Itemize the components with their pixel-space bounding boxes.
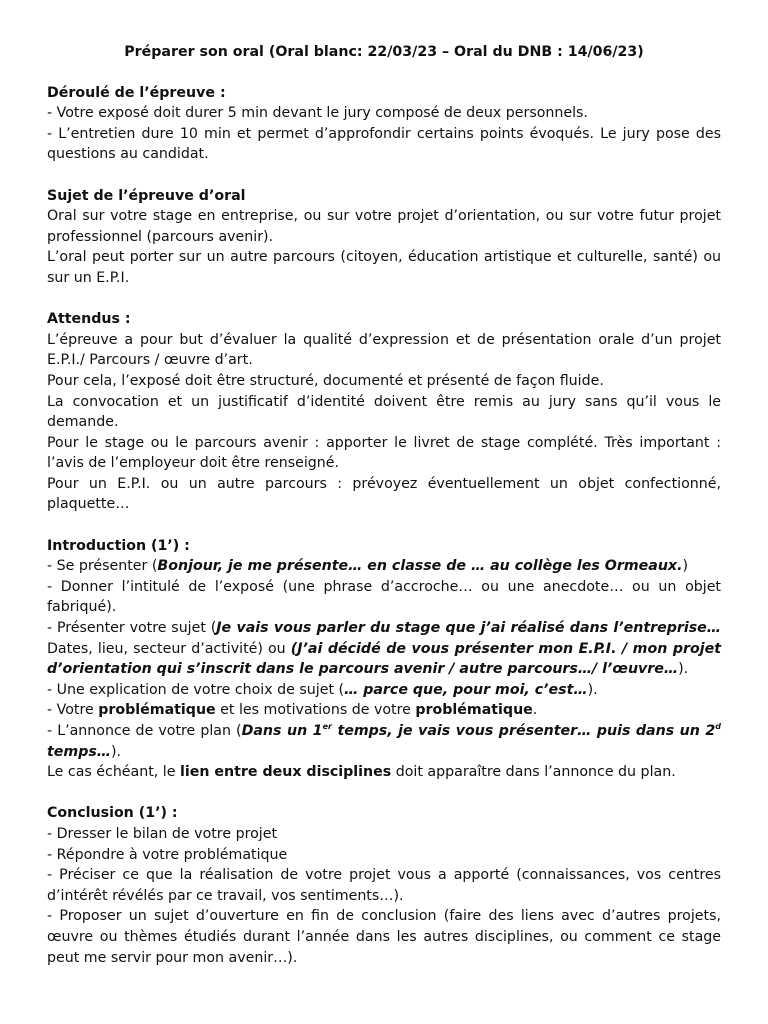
heading-attendus: Attendus :	[47, 311, 131, 328]
deroule-line: - Votre exposé doit durer 5 min devant le jury composé de deux personnels.	[47, 105, 588, 122]
intro-line-intitule: - Donner l’intitulé de l’exposé (une phrase d’accroche… ou une anecdote… ou un objet fabriqué).	[47, 578, 721, 616]
heading-sujet: Sujet de l’épreuve d’oral	[47, 187, 246, 204]
example-phrase: … parce que, pour moi, c’est…	[344, 681, 588, 698]
sujet-line: Oral sur votre stage en entreprise, ou sur votre projet d’orientation, ou sur votre futur projet professionnel (parcours avenir).	[47, 208, 721, 245]
heading-conclusion: Conclusion (1’) :	[47, 805, 178, 822]
heading-deroule: Déroulé de l’épreuve :	[47, 84, 226, 101]
attendus-line: Pour cela, l’exposé doit être structuré, documenté et présenté de façon fluide.	[47, 372, 604, 389]
example-phrase: Je vais vous parler du stage que j’ai réalisé dans l’entreprise…	[216, 620, 721, 637]
conclusion-line: - Répondre à votre problématique	[47, 846, 288, 863]
keyword: problématique	[98, 702, 216, 719]
example-phrase: Bonjour, je me présente… en classe de … au collège les Ormeaux.	[157, 558, 683, 575]
conclusion-line: - Proposer un sujet d’ouverture en fin de conclusion (faire des liens avec d’autres projets, œuvre ou thèmes étudiés durant l’année dans les autres disciplines, ou comment ce stage peut me servir pour mon avenir…).	[47, 908, 721, 966]
section-introduction	[47, 536, 721, 783]
intro-line-choix: - Une explication de votre choix de sujet (… parce que, pour moi, c’est…).	[47, 681, 598, 698]
attendus-line: Pour un E.P.I. ou un autre parcours : prévoyez éventuellement un objet confectionné, plaquette…	[47, 475, 721, 513]
conclusion-line: - Préciser ce que la réalisation de votre projet vous a apporté (connaissances, vos centres d’intérêt révélés par ce travail, vos sentiments…).	[47, 867, 721, 904]
section-deroule	[47, 83, 721, 165]
intro-line-presenter: - Se présenter (Bonjour, je me présente… en classe de … au collège les Ormeaux.)	[47, 558, 689, 575]
attendus-line: L’épreuve a pour but d’évaluer la qualité d’expression et de présentation orale d’un projet E.P.I./ Parcours / œuvre d’art.	[47, 331, 721, 369]
keyword: lien entre deux disciplines	[180, 764, 392, 781]
example-phrase: (J’ai décidé de vous présenter mon E.P.I. / mon projet d’orientation qui s’inscrit dans le parcours avenir / autre parcours…/ l’œuvre…	[47, 640, 721, 678]
sujet-line: L’oral peut porter sur un autre parcours (citoyen, éducation artistique et culturelle, santé) ou sur un E.P.I.	[47, 249, 721, 286]
section-conclusion	[47, 803, 721, 968]
heading-introduction: Introduction (1’) :	[47, 537, 190, 554]
section-sujet	[47, 186, 721, 289]
document-title: Préparer son oral (Oral blanc: 22/03/23 – Oral du DNB : 14/06/23)	[124, 44, 644, 60]
intro-line-lien: Le cas échéant, le lien entre deux disciplines doit apparaître dans l’annonce du plan.	[47, 764, 676, 781]
attendus-line: Pour le stage ou le parcours avenir : apporter le livret de stage complété. Très important : l’avis de l’employeur doit être renseigné.	[47, 434, 721, 472]
keyword: problématique	[415, 702, 533, 719]
deroule-line: - L’entretien dure 10 min et permet d’approfondir certains points évoqués. Le jury pose des questions au candidat.	[47, 125, 721, 163]
conclusion-line: - Dresser le bilan de votre projet	[47, 825, 278, 842]
intro-line-plan: - L’annonce de votre plan (Dans un 1er temps, je vais vous présenter… puis dans un 2$^d$ temps…).	[47, 722, 721, 760]
example-phrase: Dans un 1er temps, je vais vous présenter… puis dans un 2$^d$ temps…	[47, 722, 721, 760]
intro-line-problematique: - Votre problématique et les motivations de votre problématique.	[47, 702, 538, 719]
section-attendus	[47, 309, 721, 515]
attendus-line: La convocation et un justificatif d’identité doivent être remis au jury sans qu’il vous le demande.	[47, 393, 721, 431]
intro-line-sujet: - Présenter votre sujet (Je vais vous parler du stage que j’ai réalisé dans l’entreprise… Dates, lieu, secteur d’activité) ou (J’ai décidé de vous présenter mon E.P.I. / mon projet d’orientation qui s’inscrit dans le parcours avenir / autre parcours…/ l’œuvre…).	[47, 620, 721, 678]
